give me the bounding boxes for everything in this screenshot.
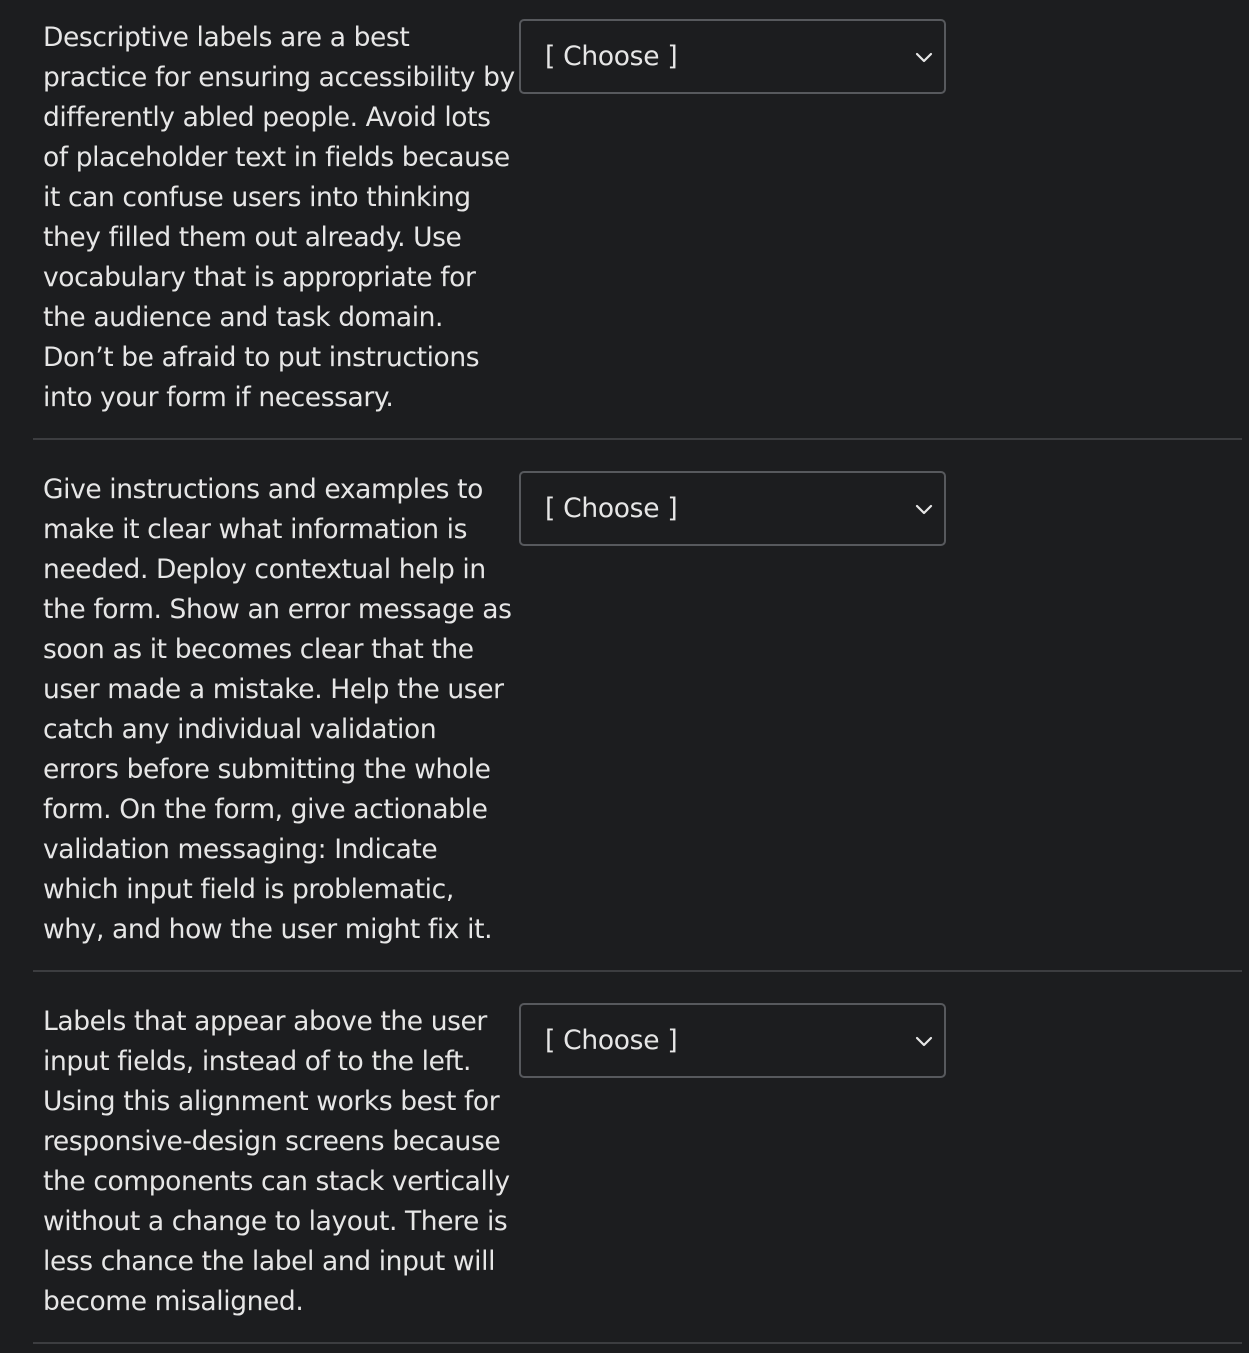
chevron-down-icon: [914, 1033, 934, 1049]
answer-dropdown[interactable]: [519, 1003, 946, 1078]
answer-dropdown[interactable]: [519, 19, 946, 94]
dropdown-selected-value: [ Choose ]: [545, 41, 678, 72]
matching-row: [33, 0, 1242, 440]
chevron-down-icon: [914, 501, 934, 517]
chevron-down-icon: [914, 49, 934, 65]
matching-prompt: Labels that appear above the user input fields, instead of to the left. Using this alignment works best for responsive-design screens because the components can stack vertically without a change to layout. There is less chance the label and input will become misaligned.: [43, 1006, 510, 1317]
answer-dropdown[interactable]: [519, 471, 946, 546]
dropdown-selected-value: [ Choose ]: [545, 493, 678, 524]
matching-row: [33, 440, 1242, 972]
matching-prompt: Give instructions and examples to make it clear what information is needed. Deploy contextual help in the form. Show an error message as soon as it becomes clear that the user made a mistake. Help the user catch any individual validation errors before submitting the whole form. On the form, give actionable validation messaging: Indicate which input field is problematic, why, and how the user might fix it.: [43, 474, 512, 945]
matching-question-list: [33, 0, 1242, 1344]
matching-prompt: Descriptive labels are a best practice for ensuring accessibility by differently abled people. Avoid lots of placeholder text in fields because it can confuse users into thinking they filled them out already. Use vocabulary that is appropriate for the audience and task domain. Don’t be afraid to put instructions into your form if necessary.: [43, 22, 515, 413]
matching-row: [33, 972, 1242, 1344]
dropdown-selected-value: [ Choose ]: [545, 1025, 678, 1056]
